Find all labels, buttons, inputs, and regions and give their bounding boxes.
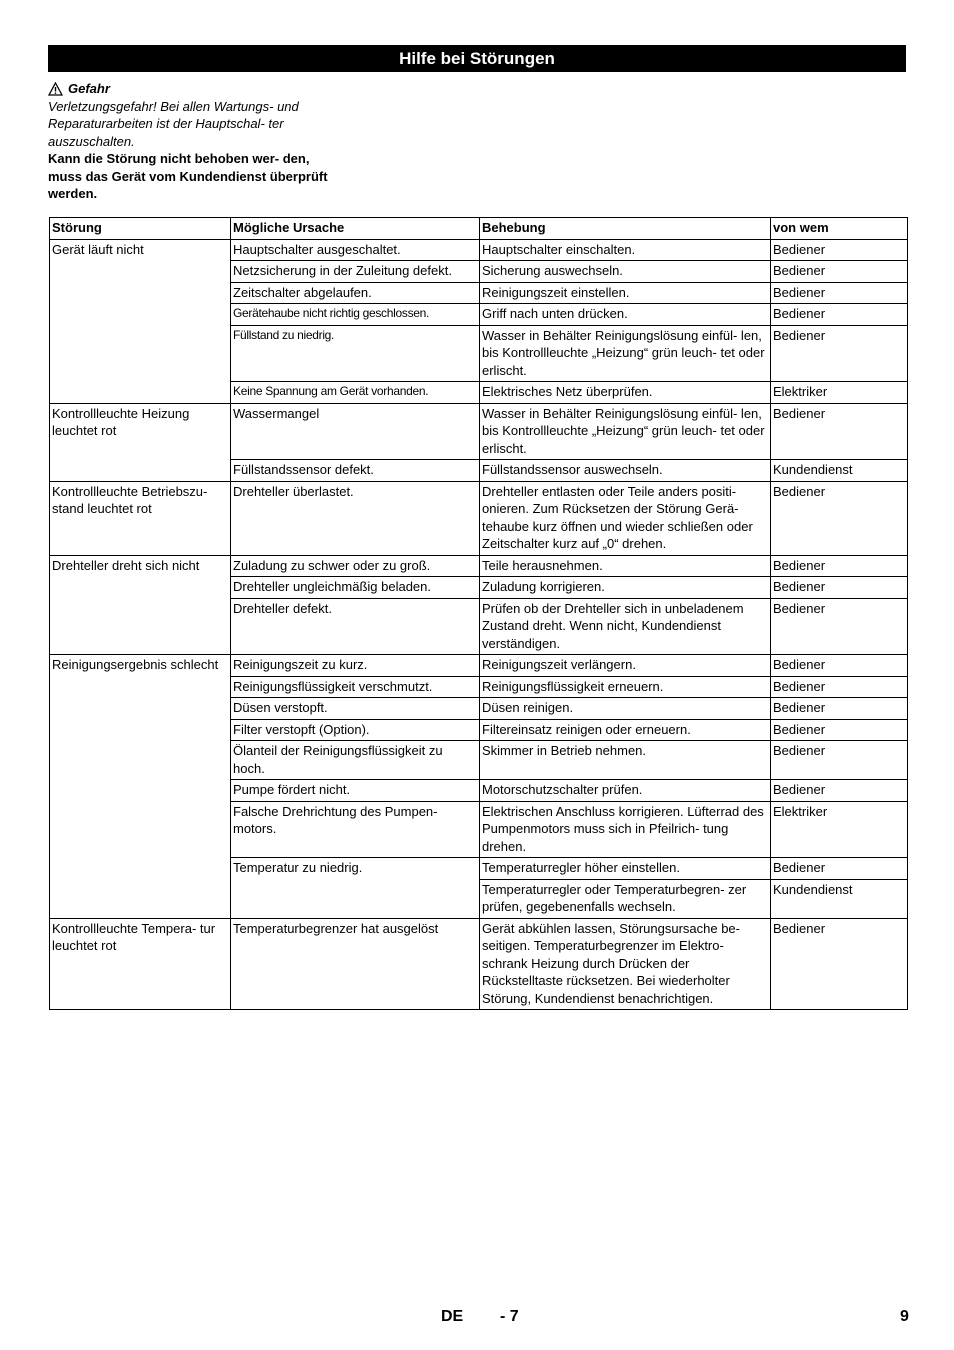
cause-cell: Füllstand zu niedrig.: [231, 325, 480, 382]
warning-bold-text: Kann die Störung nicht behoben wer- den, muss das Gerät vom Kundendienst überprüft werden.: [48, 151, 328, 201]
cause-cell: Zeitschalter abgelaufen.: [231, 282, 480, 304]
cause-cell: Hauptschalter ausgeschaltet.: [231, 239, 480, 261]
fix-cell: Motorschutzschalter prüfen.: [480, 780, 771, 802]
fix-cell: Filtereinsatz reinigen oder erneuern.: [480, 719, 771, 741]
fix-cell: Gerät abkühlen lassen, Störungsursache be- seitigen. Temperaturbegrenzer im Elektro- schrank Heizung durch Drücken der Rückstelltaste rücksetzen. Bei wiederholter Störung, Kundendienst benachrichtigen.: [480, 918, 771, 1010]
cause-cell: Wassermangel: [231, 403, 480, 460]
cause-cell: Drehteller überlastet.: [231, 481, 480, 555]
cause-cell: Temperaturbegrenzer hat ausgelöst: [231, 918, 480, 1010]
cause-cell: Düsen verstopft.: [231, 698, 480, 720]
who-cell: Bediener: [771, 719, 908, 741]
warning-label: Gefahr: [68, 81, 110, 96]
warning-text: Verletzungsgefahr! Bei allen Wartungs- und Reparaturarbeiten ist der Hauptschal- ter auszuschalten.: [48, 98, 299, 149]
who-cell: Bediener: [771, 676, 908, 698]
cause-cell: Reinigungszeit zu kurz.: [231, 655, 480, 677]
cause-cell: Filter verstopft (Option).: [231, 719, 480, 741]
warning-box: [48, 80, 328, 203]
cause-cell: Reinigungsflüssigkeit verschmutzt.: [231, 676, 480, 698]
who-cell: Bediener: [771, 481, 908, 555]
table-row: [50, 555, 908, 577]
fix-cell: Skimmer in Betrieb nehmen.: [480, 741, 771, 780]
cause-cell: Temperatur zu niedrig.: [231, 858, 480, 919]
who-cell: Bediener: [771, 655, 908, 677]
fix-cell: Sicherung auswechseln.: [480, 261, 771, 283]
fault-cell: Drehteller dreht sich nicht: [50, 555, 231, 655]
who-cell: Bediener: [771, 858, 908, 880]
who-cell: Bediener: [771, 577, 908, 599]
table-row: [50, 481, 908, 555]
fault-table: [49, 217, 908, 1010]
footer-page-number: 9: [900, 1308, 909, 1325]
who-cell: Kundendienst: [771, 460, 908, 482]
header-von-wem: von wem: [771, 218, 908, 240]
table-row: [50, 403, 908, 460]
fix-cell: Reinigungszeit einstellen.: [480, 282, 771, 304]
who-cell: Elektriker: [771, 801, 908, 858]
cause-cell: Pumpe fördert nicht.: [231, 780, 480, 802]
cause-cell: Ölanteil der Reinigungsflüssigkeit zu hoch.: [231, 741, 480, 780]
fault-cell: Reinigungsergebnis schlecht: [50, 655, 231, 919]
fix-cell: Zuladung korrigieren.: [480, 577, 771, 599]
cause-cell: Drehteller ungleichmäßig beladen.: [231, 577, 480, 599]
fix-cell: Temperaturregler höher einstellen.: [480, 858, 771, 880]
footer-page-label: - 7: [500, 1308, 519, 1325]
fix-cell: Reinigungszeit verlängern.: [480, 655, 771, 677]
who-cell: Bediener: [771, 555, 908, 577]
who-cell: Bediener: [771, 304, 908, 326]
cause-cell: Gerätehaube nicht richtig geschlossen.: [231, 304, 480, 326]
who-cell: Kundendienst: [771, 879, 908, 918]
fix-cell: Elektrisches Netz überprüfen.: [480, 382, 771, 404]
fix-cell: Drehteller entlasten oder Teile anders positi- onieren. Zum Rücksetzen der Störung Gerä- tehaube kurz öffnen und wieder schließen oder Zeitschalter kurz auf „0“ drehen.: [480, 481, 771, 555]
fix-cell: Düsen reinigen.: [480, 698, 771, 720]
cause-cell: Zuladung zu schwer oder zu groß.: [231, 555, 480, 577]
cause-cell: Füllstandssensor defekt.: [231, 460, 480, 482]
table-header-row: [50, 218, 908, 240]
cause-cell: Drehteller defekt.: [231, 598, 480, 655]
fault-cell: Kontrollleuchte Heizung leuchtet rot: [50, 403, 231, 481]
footer-language: DE: [441, 1308, 464, 1325]
who-cell: Bediener: [771, 403, 908, 460]
cause-cell: Keine Spannung am Gerät vorhanden.: [231, 382, 480, 404]
who-cell: Bediener: [771, 325, 908, 382]
fix-cell: Wasser in Behälter Reinigungslösung einfül- len, bis Kontrollleuchte „Heizung“ grün leuch- tet oder erlischt.: [480, 325, 771, 382]
warning-heading: [48, 80, 328, 98]
page-title: Hilfe bei Störungen: [48, 45, 906, 72]
who-cell: Bediener: [771, 698, 908, 720]
fix-cell: Füllstandssensor auswechseln.: [480, 460, 771, 482]
cause-cell: Netzsicherung in der Zuleitung defekt.: [231, 261, 480, 283]
fix-cell: Prüfen ob der Drehteller sich in unbeladenem Zustand dreht. Wenn nicht, Kundendienst verständigen.: [480, 598, 771, 655]
header-behebung: Behebung: [480, 218, 771, 240]
fix-cell: Elektrischen Anschluss korrigieren. Lüfterrad des Pumpenmotors muss sich in Pfeilrich- tung drehen.: [480, 801, 771, 858]
fix-cell: Griff nach unten drücken.: [480, 304, 771, 326]
warning-triangle-icon: [48, 82, 63, 96]
table-row: [50, 918, 908, 1010]
who-cell: Bediener: [771, 780, 908, 802]
fix-cell: Temperaturregler oder Temperaturbegren- zer prüfen, gegebenenfalls wechseln.: [480, 879, 771, 918]
who-cell: Bediener: [771, 239, 908, 261]
who-cell: Bediener: [771, 918, 908, 1010]
who-cell: Elektriker: [771, 382, 908, 404]
fix-cell: Reinigungsflüssigkeit erneuern.: [480, 676, 771, 698]
who-cell: Bediener: [771, 282, 908, 304]
header-ursache: Mögliche Ursache: [231, 218, 480, 240]
fault-cell: Kontrollleuchte Tempera- tur leuchtet rot: [50, 918, 231, 1010]
who-cell: Bediener: [771, 598, 908, 655]
fix-cell: Hauptschalter einschalten.: [480, 239, 771, 261]
fault-cell: Gerät läuft nicht: [50, 239, 231, 403]
header-stoerung: Störung: [50, 218, 231, 240]
who-cell: Bediener: [771, 741, 908, 780]
fix-cell: Teile herausnehmen.: [480, 555, 771, 577]
cause-cell: Falsche Drehrichtung des Pumpen- motors.: [231, 801, 480, 858]
fault-cell: Kontrollleuchte Betriebszu- stand leuchtet rot: [50, 481, 231, 555]
table-row: [50, 239, 908, 261]
fix-cell: Wasser in Behälter Reinigungslösung einfül- len, bis Kontrollleuchte „Heizung“ grün leuch- tet oder erlischt.: [480, 403, 771, 460]
who-cell: Bediener: [771, 261, 908, 283]
table-row: [50, 655, 908, 677]
